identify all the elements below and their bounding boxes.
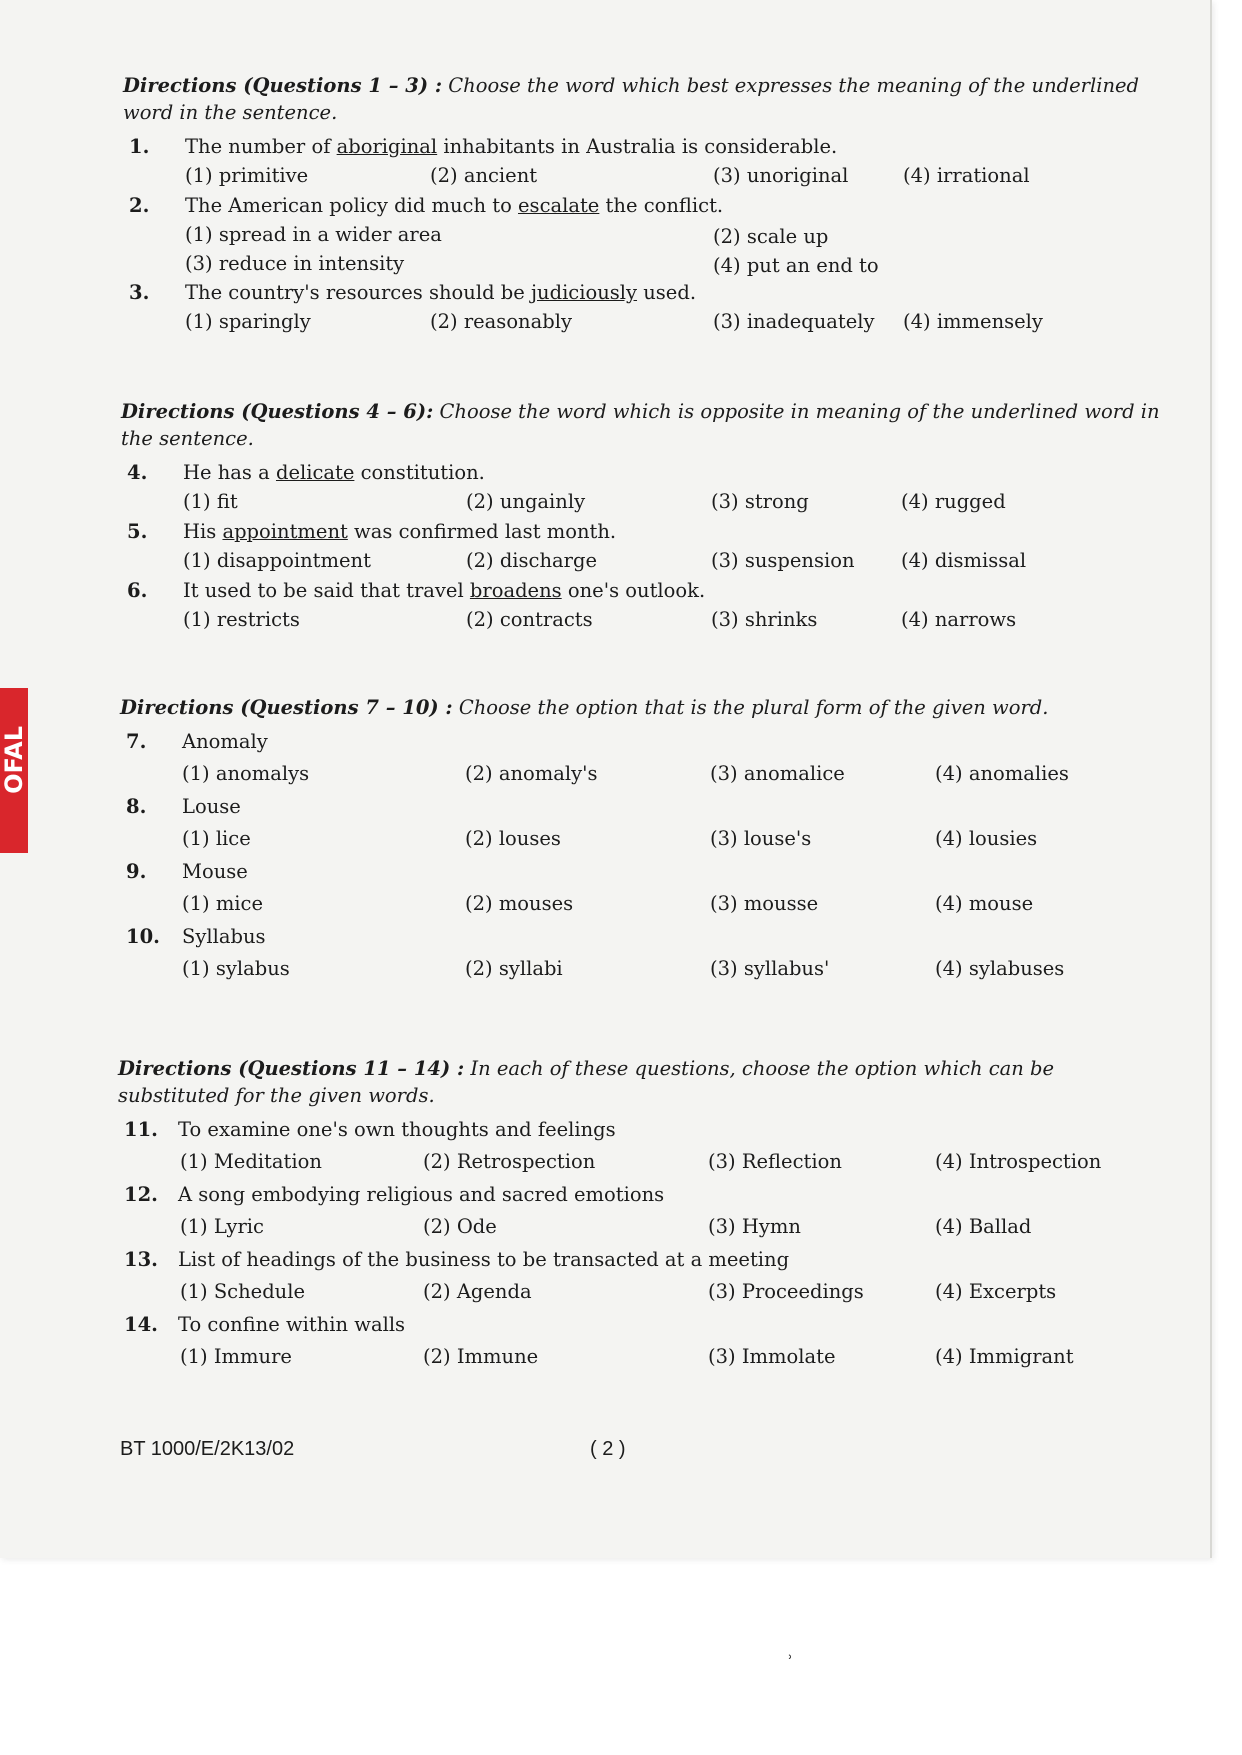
option[interactable]: (3) Reflection	[708, 1150, 842, 1173]
page-number: ( 2 )	[590, 1438, 626, 1460]
option[interactable]: (3) louse's	[710, 827, 812, 850]
option[interactable]: (1) Immure	[180, 1345, 292, 1368]
directions-1: Directions (Questions 1 – 3) : Choose the word which best expresses the meaning of the underlined word in the sentence.	[123, 74, 1140, 124]
option[interactable]: (2) reasonably	[430, 310, 572, 333]
option[interactable]: (1) sylabus	[182, 957, 290, 980]
option[interactable]: (4) Ballad	[935, 1215, 1032, 1238]
option[interactable]: (1) anomalys	[182, 762, 310, 785]
option[interactable]: (1) spread in a wider area	[185, 223, 442, 246]
option[interactable]: (2) Agenda	[423, 1280, 532, 1303]
option[interactable]: (3) anomalice	[710, 762, 845, 785]
option[interactable]: (2) discharge	[466, 549, 597, 572]
options-14	[118, 1339, 1158, 1375]
question-5: 5. His appointment was confirmed last month.	[127, 520, 617, 543]
option[interactable]: (4) rugged	[901, 490, 1006, 513]
option[interactable]: (3) syllabus'	[710, 957, 830, 980]
option[interactable]: (4) lousies	[935, 827, 1038, 850]
option[interactable]: (1) fit	[183, 490, 238, 513]
options-2	[123, 220, 1163, 278]
options-7	[120, 756, 1160, 792]
option[interactable]: (3) mousse	[710, 892, 819, 915]
option[interactable]: (1) disappointment	[183, 549, 371, 572]
option[interactable]: (2) scale up	[713, 225, 829, 248]
option[interactable]: (2) louses	[465, 827, 561, 850]
question-1: 1. The number of aboriginal inhabitants in Australia is considerable.	[129, 135, 838, 158]
question-13: 13. List of headings of the business to be transacted at a meeting	[124, 1248, 790, 1271]
option[interactable]: (2) Immune	[423, 1345, 539, 1368]
stray-mark: ʾ	[788, 1652, 793, 1671]
option[interactable]: (3) reduce in intensity	[185, 252, 405, 275]
option[interactable]: (4) mouse	[935, 892, 1034, 915]
directions-4: Directions (Questions 11 – 14) : In each of these questions, choose the option which can be substituted for the given words.	[118, 1057, 1055, 1107]
question-14: 14. To confine within walls	[124, 1313, 406, 1336]
question-9: 9. Mouse	[126, 860, 248, 883]
red-side-strip	[0, 688, 28, 853]
option[interactable]: (1) sparingly	[185, 310, 311, 333]
options-10	[120, 951, 1160, 987]
option[interactable]: (3) inadequately	[713, 310, 875, 333]
option[interactable]: (1) restricts	[183, 608, 300, 631]
option[interactable]: (4) put an end to	[713, 254, 879, 277]
options-5	[121, 546, 1161, 576]
option[interactable]: (4) anomalies	[935, 762, 1069, 785]
option[interactable]: (4) Excerpts	[935, 1280, 1057, 1303]
option[interactable]: (2) contracts	[466, 608, 593, 631]
option[interactable]: (4) dismissal	[901, 549, 1027, 572]
options-6	[121, 605, 1161, 635]
directions-2: Directions (Questions 4 – 6): Choose the word which is opposite in meaning of the underlined word in the sentence.	[121, 400, 1160, 450]
option[interactable]: (1) Lyric	[180, 1215, 264, 1238]
section-2	[121, 398, 1161, 635]
question-12: 12. A song embodying religious and sacred emotions	[124, 1183, 665, 1206]
question-7: 7. Anomaly	[126, 730, 268, 753]
option[interactable]: (4) sylabuses	[935, 957, 1065, 980]
options-4	[121, 487, 1161, 517]
section-3	[120, 694, 1160, 987]
options-3	[123, 307, 1163, 337]
option[interactable]: (3) strong	[711, 490, 809, 513]
option[interactable]: (4) Immigrant	[935, 1345, 1074, 1368]
booklet-code: BT 1000/E/2K13/02	[120, 1438, 295, 1460]
option[interactable]: (4) immensely	[903, 310, 1043, 333]
question-2: 2. The American policy did much to escalate the conflict.	[129, 194, 724, 217]
question-3: 3. The country's resources should be judiciously used.	[129, 281, 697, 304]
option[interactable]: (4) Introspection	[935, 1150, 1102, 1173]
options-13	[118, 1274, 1158, 1310]
options-9	[120, 886, 1160, 922]
option[interactable]: (3) Immolate	[708, 1345, 836, 1368]
option[interactable]: (2) Retrospection	[423, 1150, 596, 1173]
option[interactable]: (2) mouses	[465, 892, 574, 915]
option[interactable]: (3) unoriginal	[713, 164, 849, 187]
option[interactable]: (3) Hymn	[708, 1215, 801, 1238]
question-6: 6. It used to be said that travel broadens one's outlook.	[127, 579, 706, 602]
section-4	[118, 1055, 1158, 1375]
option[interactable]: (1) Meditation	[180, 1150, 322, 1173]
question-10: 10. Syllabus	[126, 925, 266, 948]
option[interactable]: (3) suspension	[711, 549, 855, 572]
option[interactable]: (1) primitive	[185, 164, 309, 187]
option[interactable]: (2) Ode	[423, 1215, 497, 1238]
options-1	[123, 161, 1163, 191]
section-1	[123, 72, 1163, 337]
strip-text: OFAL	[0, 726, 28, 794]
option[interactable]: (3) shrinks	[711, 608, 818, 631]
option[interactable]: (1) lice	[182, 827, 251, 850]
option[interactable]: (2) ancient	[430, 164, 538, 187]
question-8: 8. Louse	[126, 795, 241, 818]
option[interactable]: (2) ungainly	[466, 490, 586, 513]
option[interactable]: (1) mice	[182, 892, 264, 915]
directions-3: Directions (Questions 7 – 10) : Choose the option that is the plural form of the given word.	[120, 696, 1049, 719]
option[interactable]: (4) narrows	[901, 608, 1017, 631]
question-11: 11. To examine one's own thoughts and feelings	[124, 1118, 616, 1141]
options-11	[118, 1144, 1158, 1180]
option[interactable]: (2) anomaly's	[465, 762, 598, 785]
option[interactable]: (2) syllabi	[465, 957, 563, 980]
option[interactable]: (4) irrational	[903, 164, 1030, 187]
question-4: 4. He has a delicate constitution.	[127, 461, 485, 484]
option[interactable]: (3) Proceedings	[708, 1280, 864, 1303]
options-8	[120, 821, 1160, 857]
option[interactable]: (1) Schedule	[180, 1280, 306, 1303]
options-12	[118, 1209, 1158, 1245]
